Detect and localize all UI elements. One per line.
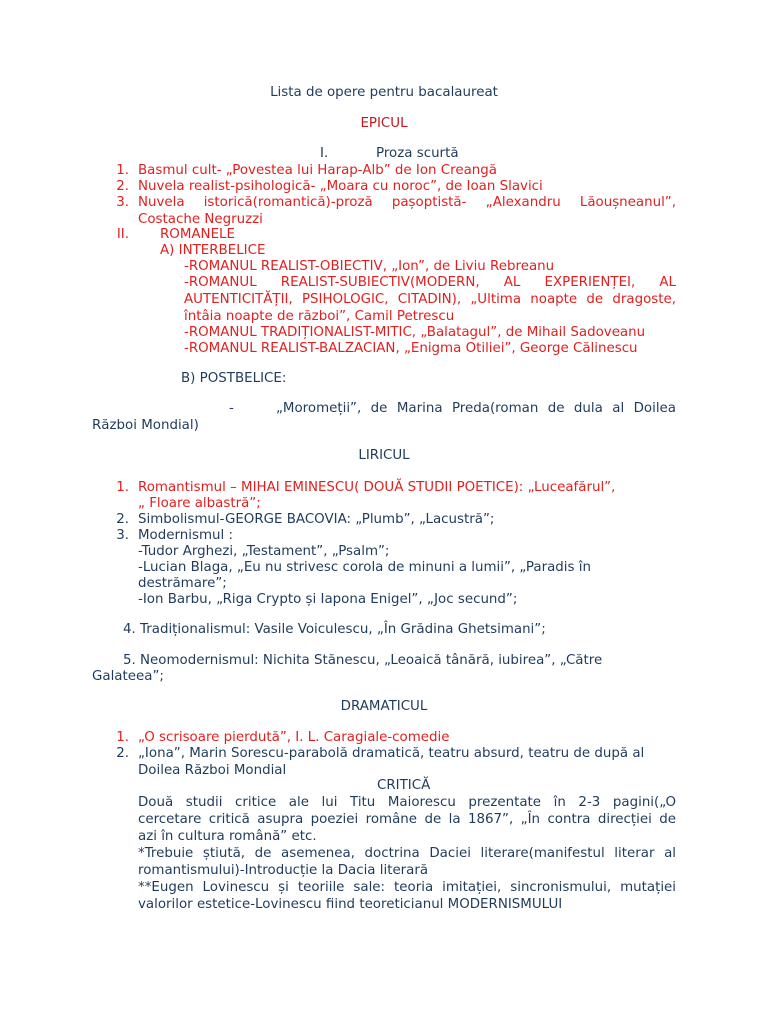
postbelice-line2: Război Mondial) — [92, 418, 199, 433]
liric-item-2: Simbolismul-GEORGE BACOVIA: „Plumb”, „Lacustră”; — [138, 512, 495, 527]
liric-item-3: Modernismul : — [138, 528, 233, 543]
postbelice-label: B) POSTBELICE: — [181, 371, 287, 386]
interbelice-line: -ROMANUL REALIST-SUBIECTIV(MODERN, AL EXPERIENȚEI, AL — [184, 275, 676, 290]
modernism-line: -Tudor Arghezi, „Testament”, „Psalm”; — [138, 544, 390, 559]
modernism-line: -Lucian Blaga, „Eu nu strivesc corola de minuni a lumii”, „Paradis în — [138, 560, 591, 575]
critica-line: *Trebuie știută, de asemenea, doctrina Daciei literare(manifestul literar al — [138, 846, 676, 861]
dramatic-item-2-number: 2. — [116, 746, 129, 761]
epic-item-3-line1: Nuvela istorică(romantică)-proză pașoptistă- „Alexandru Lăoușneanul”, — [138, 195, 676, 210]
interbelice-line: -ROMANUL TRADIȚIONALIST-MITIC, „Balatagul”, de Mihail Sadoveanu — [184, 325, 646, 340]
epic-item-3-number: 3. — [116, 195, 129, 210]
interbelice-line: -ROMANUL REALIST-BALZACIAN, „Enigma Otiliei”, George Călinescu — [184, 341, 638, 356]
epic-heading: EPICUL — [360, 116, 408, 131]
section-proza-scurta: Proza scurtă — [376, 146, 459, 161]
interbelice-line: întâia noapte de război”, Camil Petrescu — [184, 309, 455, 324]
liric-item-3-number: 3. — [116, 528, 129, 543]
postbelice-dash: - — [229, 401, 234, 416]
liric-item-5-line2: Galateea”; — [92, 669, 164, 684]
epic-item-2-number: 2. — [116, 179, 129, 194]
critica-line: romantismului)-Introducție la Dacia literară — [138, 863, 429, 878]
epic-item-1: Basmul cult- „Povestea lui Harap-Alb” de Ion Creangă — [138, 163, 497, 178]
epic-item-3-line2: Costache Negruzzi — [138, 212, 263, 227]
liric-item-1-line2: „ Floare albastră”; — [138, 496, 261, 511]
critica-line: azi în cultura română” etc. — [138, 829, 317, 844]
liric-item-1-number: 1. — [116, 480, 129, 495]
dramatic-item-2-line1: „Iona”, Marin Sorescu-parabolă dramatică, teatru absurd, teatru de după al — [138, 746, 645, 761]
dramatic-item-1: „O scrisoare pierdută”, I. L. Caragiale-comedie — [138, 730, 450, 745]
modernism-line: -Ion Barbu, „Riga Crypto și Iapona Enigel”, „Joc secund”; — [138, 592, 518, 607]
dramatic-item-2-line2: Doilea Război Mondial — [138, 763, 287, 778]
epic-item-1-number: 1. — [116, 163, 129, 178]
section-roman-numeral-2: II. — [116, 227, 129, 242]
interbelice-label: A) INTERBELICE — [160, 243, 266, 258]
critica-line: **Eugen Lovinescu și teoriile sale: teoria imitației, sincronismului, mutației — [138, 880, 676, 895]
document-title: Lista de opere pentru bacalaureat — [270, 85, 498, 100]
interbelice-line: AUTENTICITĂȚII, PSIHOLOGIC, CITADIN), „Ultima noapte de dragoste, — [184, 292, 676, 307]
dramatic-item-1-number: 1. — [116, 730, 129, 745]
liric-item-2-number: 2. — [116, 512, 129, 527]
interbelice-line: -ROMANUL REALIST-OBIECTIV, „Ion”, de Liviu Rebreanu — [184, 259, 555, 274]
critica-line: Două studii critice ale lui Titu Maiorescu prezentate în 2-3 pagini(„O — [138, 795, 676, 810]
liric-item-1-line1: Romantismul – MIHAI EMINESCU( DOUĂ STUDII POETICE): „Luceafărul”, — [138, 480, 616, 495]
critica-line: cercetare critică asupra poeziei române de la 1867”, „În contra direcției de — [138, 812, 676, 827]
epic-item-2: Nuvela realist-psihologică- „Moara cu noroc”, de Ioan Slavici — [138, 179, 543, 194]
modernism-line: destrămare”; — [138, 576, 227, 591]
critica-heading: CRITICĂ — [377, 778, 431, 793]
liric-item-4: 4. Tradiționalismul: Vasile Voiculescu, „În Grădina Ghetsimani”; — [123, 622, 546, 637]
liric-heading: LIRICUL — [358, 448, 410, 463]
section-romanele: ROMANELE — [160, 227, 235, 242]
critica-line: valorilor estetice-Lovinescu fiind teoreticianul MODERNISMULUI — [138, 897, 563, 912]
section-roman-numeral-1: I. — [320, 146, 329, 161]
dramatic-heading: DRAMATICUL — [340, 699, 428, 714]
postbelice-line1: „Moromeții”, de Marina Preda(roman de dula al Doilea — [276, 401, 676, 416]
liric-item-5-line1: 5. Neomodernismul: Nichita Stănescu, „Leoaică tânără, iubirea”, „Către — [123, 653, 603, 668]
